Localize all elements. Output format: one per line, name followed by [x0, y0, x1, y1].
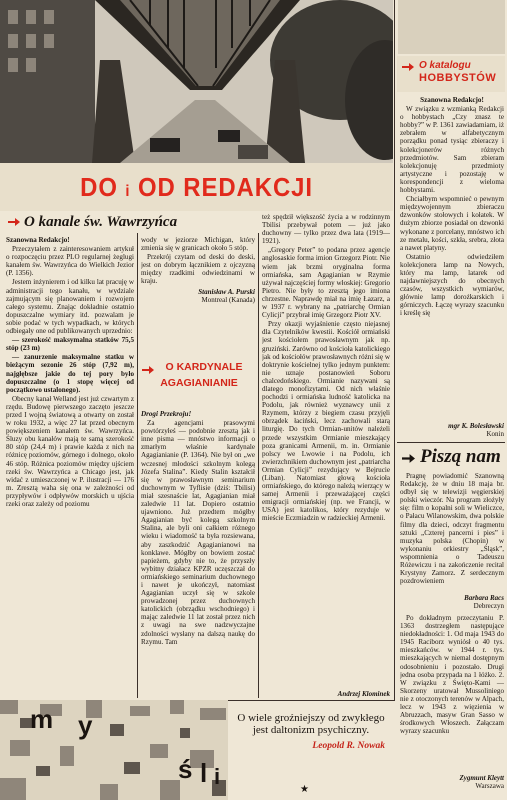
pointing-hand-icon [402, 62, 414, 72]
katalog-paragraph: Chciałbym wspomnieć o pewnym międzywojennym zbieraczu dzwonków stołowych i kołatek. W dużym zbiorze posiadał on dzwonki wykonane z porcelany, mnóstwo ich ze metalu, kości, szkła, srebra, złota a nawet platyny. [400, 195, 504, 252]
monorail-photo [0, 0, 393, 163]
kanal-place: Montreal (Kanada) [201, 295, 255, 304]
katalog-place: Konin [486, 430, 504, 438]
kanal-salutation: Szanowna Redakcjo! [6, 236, 70, 244]
monorail-photo-drawing [0, 0, 393, 163]
pisza-nam-title-text: Piszą nam [420, 446, 501, 467]
kanal-letter-column-1 [6, 236, 134, 698]
katalog-title [397, 56, 505, 92]
heading-part-i: i [125, 182, 131, 200]
kanal-signature: Stanisław A. Purski [198, 287, 255, 296]
column-divider [137, 233, 138, 698]
kanal-paragraph: Przeczytałem z zainteresowaniem artykuł o rozpoczęciu przez PLO regularnej żeglugi kanałem św. Wawrzyńca do Wielkich Jezior (P. 1356). [6, 245, 134, 278]
kanal-title-text: O kanale św. Wawrzyńca [24, 214, 178, 230]
katalog-letter [400, 96, 504, 418]
mosaic-letter: y [78, 710, 93, 740]
mysli-mosaic-illustration [0, 700, 228, 800]
section-heading [80, 172, 313, 203]
pisza-paragraph: Po dokładnym przeczytaniu P. 1363 dostrzegłem następujące niedokładności: 1. Od maja 1943 do 1945 Raciborz wyniósł o 40 tys. mieszkańców. w 1944 r. tys. mieszkających w niemal dostępnym odosobnieniu i pozostało. Drugi jedna osoba przypada na 1 łóżko. 2. W związku z Święto-Kami — Skorzeny uratował Mussoliniego nie z otoczonych terenów w Alpach, lecz w 1943 z więzienia w Abruzzach, masyw Gran Sasso w środkowych Włoszech. Załączam wyrazy szacunku [400, 614, 504, 736]
katalog-signature: mgr K. Bolesławski [448, 422, 504, 430]
kanal-paragraph: Przekrój czytam od deski do deski, jest on dobrym łącznikiem z ojczyzną między rzadkimi odwiedzinami w kraju. [141, 253, 255, 286]
sidebar-top-illustration [398, 0, 505, 54]
pisza-paragraph: Pragnę powiadomić Szanowną Redakcję, że w dniu 18 maja br. odbył się w telewizji węgierskiej polski wieczór. Na program złożyły się: film o kopalni soli w Wieliczce, o Pałacu Wilanowskim, dwa polskie filmy dla dzieci, odczyt fragmentu sztuki „Czterej pancerni i pies” i muzyka polska (Chopin) w wykonaniu orkiestry „Śląsk”, wspomnienia o Tadeuszu Różewiczu i na zakończenie recital Krystyny Zamorz. Z serdecznym pozdrowieniem [400, 472, 504, 586]
kanal-paragraph: Obecny kanał Welland jest już czwartym z rzędu. Budowę pierwszego zaczęto jeszcze przed I wojną światową a otwarty on został w roku 1932, a więc 27 lat przed obecnym powiększeniem kanałem św. Wawrzyńca. Śluzy obu kanałów mają te samą szerokość 80 stóp (24,4 m) i prawie każda z nich na różnicę poziomów, górnego i dolnego, około 46 stóp. Różnica poziomów między ujściem rzeki św. Wawrzyńca a Chicago jest, jak widać z umieszczonej w P. ilustracji — 176 m. Zresztą waha się ona w zależności od przypływów i odpływów morskich u ujścia rzeki oraz zależy od poziomu [6, 394, 134, 508]
kardynal-salutation: Drogi Przekroju! [141, 410, 192, 418]
pointing-hand-icon [142, 365, 154, 375]
kardynal-paragraph: Za agencjami prasowymi powtórzyłeś — podobnie zresztą jak i inne pisma — mnóstwo informacji o zmarłym właśnie kardynale Agagianianie (P. 1364). Nie był on „we wczesnej młodości szkolnym kolegą Józefa Stalina”. Kiedy Stalin kształcił się w prawosławnym seminarium duchownym w Tyflisie (dziś: Tbilisi) miał szesnaście lat, Agagianian miał zaledwie 11 lat. Dopiero ostatnio ujawniono. Już przedtem mógłby Agagianian być kolegą szkolnym Stalina, ale byli oni całkiem różnego wieku i wiadomość ta była rozsiewana, aby zaszkodzić Agagianianowi na konklawe. Mógłby on bowiem zostać papieżem, gdyby nie to, że przyszły wybitny działacz KPZR uczęszczał do ormiańskiego seminarium duchownego i nawet je ukończył, natomiast Agagianian uczył się w szkole prowadzonej przez duchownych katolickich (obrządku wschodniego) i mając zaledwie 11 lat został przez nich z uwagi na swe nadzwyczajne zdolności wysłany na dalszą naukę do Rzymu. Tam [141, 419, 255, 646]
pisza-letter-1 [400, 472, 504, 590]
pisza-place-2: Warszawa [475, 782, 504, 790]
kanal-title [6, 213, 246, 235]
mosaic-letter: i [214, 764, 221, 789]
katalog-salutation: Szanowna Redakcjo! [420, 96, 484, 104]
aphorism-box [231, 712, 391, 752]
section-heading-band [0, 163, 393, 211]
kardynal-letter-column-2 [262, 213, 390, 698]
pisza-letter-2 [400, 614, 504, 769]
aphorism-text: O wiele groźniejszy od zwykłego jest daltonizm psychiczny. [237, 712, 385, 736]
kanal-paragraph: Jestem inżynierem i od kilku lat pracuję w administracji tego kanału, w wydziale zajmującym się planowaniem i rozwojem całego systemu. Znając dokładnie ostatnio dopuszczalne wymiary itd. pozwalam je sobie podać w tych wypadkach, w których odbiegały one od publikowanych uprzednio: [6, 278, 134, 336]
pointing-hand-icon [8, 217, 20, 227]
column-divider [258, 233, 259, 698]
kanal-letter-column-2 [141, 236, 255, 356]
kardynal-title-line-2: AGAGIANIANIE [160, 377, 238, 389]
katalog-paragraph: W związku z wzmianką Redakcji o hobbystach „Czy znasz te hobby?” w P. 1361 zawiadamiam, iż zebrałem w alfabetycznym porządku ponad tysiąc zbieraczy i kolekcjonerów różnych przedmiotów. Sam zbieram kolekcjonuję przedmioty artystyczne i pozostaję w korespondencji z wieloma hobbystami. [400, 105, 504, 195]
mosaic-letter: ś [178, 754, 193, 784]
kardynal-title [140, 357, 253, 405]
heading-part-od-redakcji: OD REDAKCJI [137, 171, 313, 202]
kardynal-title-line-1: O KARDYNALE [165, 361, 243, 373]
kardynal-signature: Andrzej Klominek [337, 690, 390, 698]
section-divider [397, 442, 505, 443]
mosaic-letter: l [200, 758, 208, 788]
mosaic-letter: m [30, 704, 54, 734]
katalog-title-big: HOBBYSTÓW [419, 72, 497, 84]
pointing-hand-icon [402, 453, 415, 464]
kanal-paragraph: — szerokość maksymalna statków 75,5 stóp (23 m) [6, 336, 134, 353]
kardynal-paragraph: „Gregory Peter” to podana przez agencje anglosaskie forma imion Grzegorz Piotr. Nie wiem jak brzmi oryginalna forma ormiańska, sam Agagianian w Rzymie używał najczęściej formy włoskiej: Gregorio Pietro. Nie były to zresztą jego imiona chrzestne. Naprawdę miał na imię Łazarz, a w 1937 r. wybrany na „patriarchę Ormian Cylicji” przybrał imię Grzegorz Piotr XV. [262, 246, 390, 320]
star-icon: ★ [300, 784, 309, 795]
kardynal-letter-column-1 [141, 410, 255, 698]
kardynal-paragraph: też spędził większość życia a w rodzinnym Tbilisi przebywał potem — już jako duchowny — tylko przez dwa lata (1919—1921). [262, 213, 390, 246]
heading-part-do: DO [80, 171, 118, 202]
sidebar-divider [394, 0, 395, 700]
kanal-paragraph: — zanurzenie maksymalne statku w bieżącym sezonie 26 stóp (7,92 m), najgłębsze jakie do tej pory było dopuszczalne (o 1 stopę więcej od początkowo ustalonego). [6, 353, 134, 394]
pisza-place-1: Debreczyn [473, 602, 504, 610]
katalog-paragraph: Ostatnio odwiedziłem kolekcjonera lamp na Nowych, który ma lamp, latarek od najdawniejszych do obecnych czasów, wszystkich wymiarów, głównie lamp dorożkarskich i górniczych. Łączę wyrazy szacunku i kreślę się [400, 252, 504, 318]
pisza-signature-1: Barbara Racs [464, 594, 504, 602]
aphorism-author: Leopold R. Nowak [312, 741, 385, 751]
kardynal-paragraph: Przy okazji wyjaśnienie często niejasnej dla Czytelników kwestii. Kościół ormiański jest kościołem prawosławnym jak np. gruziński. Zarówno od kościoła katolickiego jak od kościołów prawosławnych różni się w doktrynie kościelnej tylko jednym punktem: nie uznaje postanowień Soboru chalcedońskiego. Ormianie nazywani są dlatego monofizytami. Od nich właśnie pochodzi i ormiańska ludność katolicka na Podolu, jak również wyznawcy unii z Rzymem, którzy z biegiem czasu przyjęli obrządek łaciński, lecz zachowali starą liturgię. Do tych Ormian-unitów należeli przede wszystkim Ormianie mieszkający poza granicami Armenii, m. in. Ormianie polscy we Lwowie i na Podolu, ich zwierzchnikiem duchownym jest „patriarcha Ormian Cylicji” rezydujący w Bejrucie (Liban). Natomiast głową kościoła ormiańskiego, do którego należą wierzący w samej Armenii i przeważającej części emigracji ormiańskiej (np. we Francji, w USA) jest katolikos, który rezyduje w mieście Eczmiadzin w radzieckiej Armenii. [262, 320, 390, 523]
pisza-signature-2: Zygmunt Kleytt [459, 774, 504, 782]
pisza-nam-title [398, 446, 504, 468]
katalog-title-small: O katalogu [419, 60, 471, 71]
kanal-paragraph: wody w jeziorze Michigan, który zmienia się w granicach około 5 stóp. [141, 236, 255, 253]
